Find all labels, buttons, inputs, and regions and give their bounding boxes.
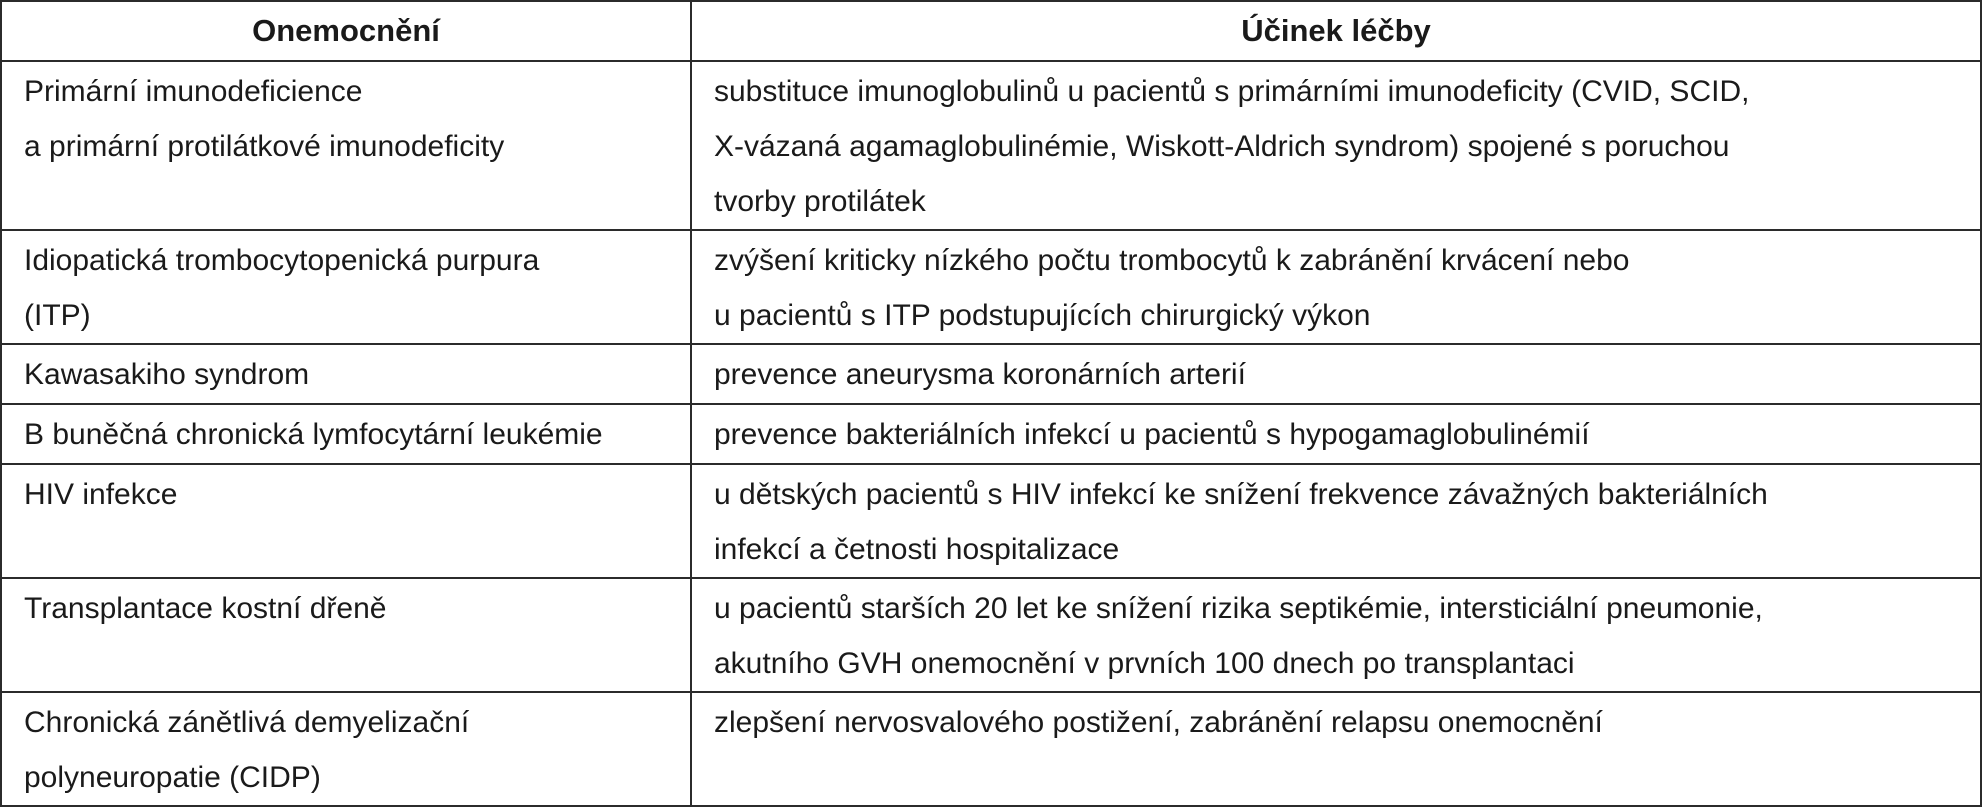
- header-effect: Účinek léčby: [691, 1, 1981, 61]
- effect-cell: [691, 404, 1981, 464]
- disease-cell: [1, 61, 691, 230]
- effect-cell: [691, 344, 1981, 404]
- disease-cell: [1, 344, 691, 404]
- effect-cell: [691, 230, 1981, 344]
- effect-line: zvýšení kriticky nízkého počtu trombocytů k zabránění krvácení nebo: [714, 244, 1630, 277]
- disease-cell: [1, 692, 691, 806]
- header-row: [1, 1, 1981, 61]
- effect-line: tvorby protilátek: [714, 185, 926, 218]
- effect-line: u dětských pacientů s HIV infekcí ke snížení frekvence závažných bakteriálních: [714, 478, 1768, 511]
- effect-line: infekcí a četnosti hospitalizace: [714, 533, 1120, 566]
- effect-line: u pacientů starších 20 let ke snížení rizika septikémie, intersticiální pneumonie,: [714, 592, 1763, 625]
- effect-cell: [691, 61, 1981, 230]
- disease-line: Idiopatická trombocytopenická purpura: [24, 244, 540, 277]
- effect-cell: [691, 578, 1981, 692]
- disease-line: Transplantace kostní dřeně: [24, 592, 387, 625]
- effect-line: prevence aneurysma koronárních arterií: [714, 358, 1246, 391]
- disease-cell: [1, 230, 691, 344]
- effect-line: X-vázaná agamaglobulinémie, Wiskott-Aldrich syndrom) spojené s poruchou: [714, 130, 1730, 163]
- effect-cell: [691, 464, 1981, 578]
- effect-line: substituce imunoglobulinů u pacientů s primárními imunodeficity (CVID, SCID,: [714, 75, 1750, 108]
- disease-line: polyneuropatie (CIDP): [24, 761, 321, 794]
- table-row: [1, 692, 1981, 806]
- effect-line: prevence bakteriálních infekcí u pacientů s hypogamaglobulinémií: [714, 418, 1590, 451]
- table-row: [1, 344, 1981, 404]
- table-row: [1, 404, 1981, 464]
- table-row: [1, 230, 1981, 344]
- effect-line: zlepšení nervosvalového postižení, zabránění relapsu onemocnění: [714, 706, 1603, 739]
- disease-cell: [1, 404, 691, 464]
- table-row: [1, 464, 1981, 578]
- disease-line: a primární protilátkové imunodeficity: [24, 130, 505, 163]
- disease-line: Chronická zánětlivá demyelizační: [24, 706, 470, 739]
- disease-line: HIV infekce: [24, 478, 178, 511]
- disease-line: Kawasakiho syndrom: [24, 358, 310, 391]
- disease-line: Primární imunodeficience: [24, 75, 363, 108]
- effect-cell: [691, 692, 1981, 806]
- effect-line: u pacientů s ITP podstupujících chirurgický výkon: [714, 299, 1371, 332]
- disease-line: B buněčná chronická lymfocytární leukémie: [24, 418, 603, 451]
- disease-cell: [1, 464, 691, 578]
- disease-line: (ITP): [24, 299, 91, 332]
- header-disease: Onemocnění: [1, 1, 691, 61]
- disease-cell: [1, 578, 691, 692]
- effect-line: akutního GVH onemocnění v prvních 100 dnech po transplantaci: [714, 647, 1575, 680]
- table-row: [1, 578, 1981, 692]
- table-row: [1, 61, 1981, 230]
